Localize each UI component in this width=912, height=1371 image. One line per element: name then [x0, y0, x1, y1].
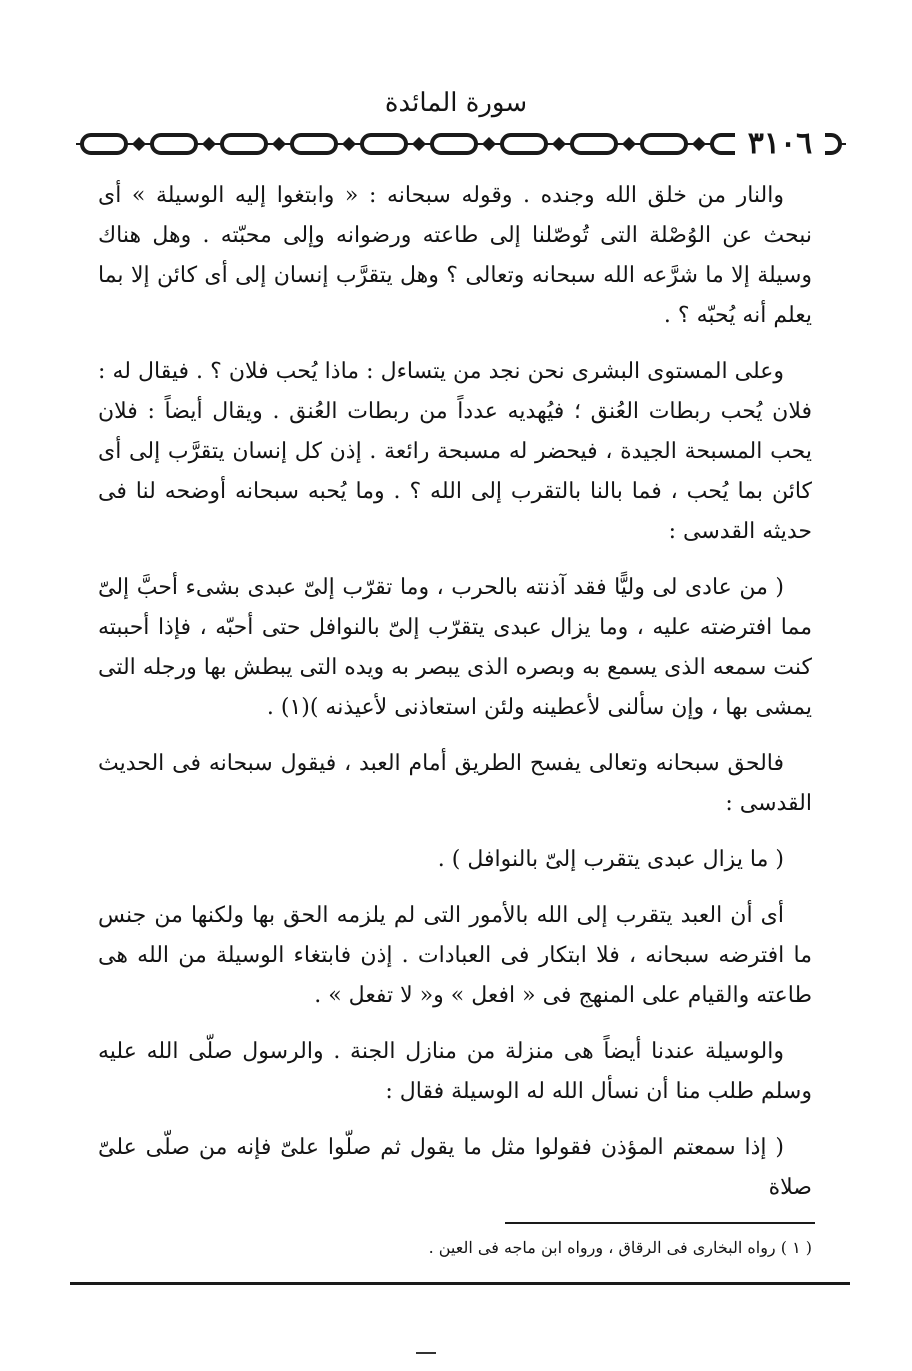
paragraph: أى أن العبد يتقرب إلى الله بالأمور التى لم يلزمه الحق بها ولكنها من جنس ما افترضه سبحانه ، فلا ابتكار فى العبادات . إذن فابتغاء الوسيلة من الله هى طاعته والقيام على المنهج فى « افعل » و« لا تفعل » .: [98, 903, 812, 1008]
paragraph: فالحق سبحانه وتعالى يفسح الطريق أمام العبد ، فيقول سبحانه فى الحديث القدسى :: [98, 751, 812, 816]
paragraph: والنار من خلق الله وجنده . وقوله سبحانه : « وابتغوا إليه الوسيلة » أى نبحث عن الوُصْلة التى تُوصّلنا إلى طاعته ورضوانه وإلى محبّته . وهل هناك وسيلة إلا ما شرَّعه الله سبحانه وتعالى ؟ وهل يتقرَّب إنسان إلى أى كائن إلا بما يعلم أنه يُحبّه ؟ .: [98, 183, 812, 328]
page-bottom-rule: [70, 1282, 850, 1285]
page-edge-mark: [416, 1352, 436, 1354]
body-text: [98, 176, 812, 1224]
footnote: ( ١ ) رواه البخارى فى الرقاق ، ورواه ابن ماجه فى العين .: [428, 1238, 812, 1257]
surah-title: سورة المائدة: [384, 88, 528, 118]
decorative-chain-border: [76, 126, 846, 162]
hadith-quote: ( من عادى لى وليًّا فقد آذنته بالحرب ، وما تقرّب إلىّ عبدى بشىء أحبَّ إلىّ مما افترضته عليه ، وما يزال عبدى يتقرّب إلىّ بالنوافل حتى أحبّه ، فإذا أحببته كنت سمعه الذى يسمع به وبصره الذى يبصر به ويده التى يبطش بها ورجله التى يمشى بها ، وإن سألنى لأعطينه ولئن استعاذنى لأعيذنه )(١) .: [98, 575, 812, 720]
hadith-quote: ( إذا سمعتم المؤذن فقولوا مثل ما يقول ثم صلّوا علىّ فإنه من صلّى علىّ صلاة: [98, 1135, 812, 1200]
hadith-quote: ( ما يزال عبدى يتقرب إلىّ بالنوافل ) .: [437, 847, 784, 872]
page-number: ٣١٠٦: [735, 127, 825, 161]
paragraph: وعلى المستوى البشرى نحن نجد من يتساءل : ماذا يُحب فلان ؟ . فيقال له : فلان يُحب ربطات العُنق ؛ فيُهديه عدداً من ربطات العُنق . ويقال أيضاً : فلان يحب المسبحة الجيدة ، فيحضر له مسبحة رائعة . إذن كل إنسان يتقرَّب إلى أى كائن بما يُحب ، فما بالنا بالتقرب إلى الله ؟ . وما يُحبه سبحانه أوضحه لنا فى حديثه القدسى :: [98, 359, 812, 544]
footnote-divider: [505, 1222, 815, 1224]
paragraph: والوسيلة عندنا أيضاً هى منزلة من منازل الجنة . والرسول صلّى الله عليه وسلم طلب منا أن نسأل الله له الوسيلة فقال :: [98, 1039, 812, 1104]
